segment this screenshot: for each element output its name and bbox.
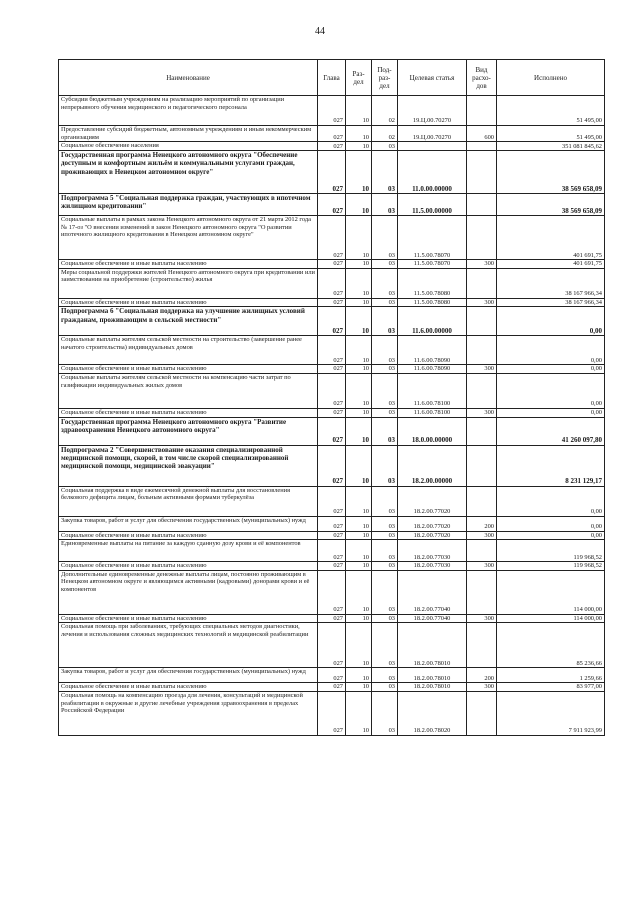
row-article-cell: 18.2.00.77020 xyxy=(398,531,467,540)
table-row xyxy=(59,268,605,298)
page-number: 44 xyxy=(315,26,325,37)
row-razdel-cell: 10 xyxy=(346,151,372,194)
header-razdel: Раз-дел xyxy=(346,60,372,96)
row-name-cell: Государственная программа Ненецкого автономного округа "Развитие здравоохранения Ненецкого автономного округа" xyxy=(59,417,318,445)
row-amount-cell: 0,00 xyxy=(497,365,605,374)
table-row xyxy=(59,516,605,531)
table-row xyxy=(59,216,605,260)
row-podrazdel-cell: 03 xyxy=(372,683,398,692)
row-glava-cell: 027 xyxy=(318,540,346,562)
row-glava-cell: 027 xyxy=(318,96,346,126)
row-amount-cell: 119 968,52 xyxy=(497,562,605,571)
row-name-cell: Закупка товаров, работ и услуг для обеспечения государственных (муниципальных) нужд xyxy=(59,668,318,683)
row-vid-cell: 300 xyxy=(467,614,497,623)
row-podrazdel-cell: 02 xyxy=(372,96,398,126)
row-podrazdel-cell: 03 xyxy=(372,562,398,571)
row-name-cell: Социальное обеспечение и иные выплаты населению xyxy=(59,260,318,269)
row-article-cell: 11.6.00.00000 xyxy=(398,307,467,336)
row-glava-cell: 027 xyxy=(318,417,346,445)
table-row xyxy=(59,151,605,194)
row-vid-cell: 300 xyxy=(467,683,497,692)
row-name-cell: Социальное обеспечение и иные выплаты населению xyxy=(59,562,318,571)
row-article-cell: 18.2.00.00000 xyxy=(398,445,467,486)
row-amount-cell: 1 259,66 xyxy=(497,668,605,683)
row-name-cell: Меры социальной поддержки жителей Ненецкого автономного округа при кредитовании или заимствовании на приобретение (строительство) жилья xyxy=(59,268,318,298)
row-podrazdel-cell: 03 xyxy=(372,570,398,614)
row-glava-cell: 027 xyxy=(318,365,346,374)
row-podrazdel-cell: 03 xyxy=(372,336,398,365)
row-article-cell: 18.2.00.77030 xyxy=(398,562,467,571)
table-row xyxy=(59,307,605,336)
table-row xyxy=(59,623,605,668)
table-row xyxy=(59,570,605,614)
row-article-cell: 11.6.00.78090 xyxy=(398,336,467,365)
row-name-cell: Социальная поддержка в виде ежемесячной денежной выплаты для восстановления белкового дефицита лицам, больным активными формами туберкулёза xyxy=(59,486,318,516)
row-name-cell: Единовременные выплаты на питание за каждую сданную дозу крови и её компонентов xyxy=(59,540,318,562)
table-row xyxy=(59,298,605,307)
header-article: Целевая статья xyxy=(398,60,467,96)
row-vid-cell xyxy=(467,570,497,614)
table-row xyxy=(59,336,605,365)
table-header-row xyxy=(59,60,605,96)
row-podrazdel-cell: 03 xyxy=(372,540,398,562)
row-podrazdel-cell: 03 xyxy=(372,373,398,408)
row-podrazdel-cell: 03 xyxy=(372,516,398,531)
row-amount-cell: 51 495,00 xyxy=(497,126,605,142)
row-article-cell: 11.5.00.78080 xyxy=(398,298,467,307)
row-amount-cell: 0,00 xyxy=(497,336,605,365)
row-glava-cell: 027 xyxy=(318,216,346,260)
row-vid-cell xyxy=(467,142,497,151)
row-article-cell: 18.2.00.77040 xyxy=(398,614,467,623)
row-razdel-cell: 10 xyxy=(346,668,372,683)
header-name: Наименование xyxy=(59,60,318,96)
row-name-cell: Социальное обеспечение и иные выплаты населению xyxy=(59,298,318,307)
row-podrazdel-cell: 03 xyxy=(372,298,398,307)
row-podrazdel-cell: 03 xyxy=(372,268,398,298)
row-glava-cell: 027 xyxy=(318,668,346,683)
row-vid-cell: 300 xyxy=(467,260,497,269)
header-glava: Глава xyxy=(318,60,346,96)
row-podrazdel-cell: 03 xyxy=(372,194,398,216)
table-row xyxy=(59,486,605,516)
row-name-cell: Социальное обеспечение и иные выплаты населению xyxy=(59,683,318,692)
row-article-cell: 18.2.00.77040 xyxy=(398,570,467,614)
table-row xyxy=(59,540,605,562)
table-row xyxy=(59,126,605,142)
row-name-cell: Государственная программа Ненецкого автономного округа "Обеспечение доступным и комфортным жильём и коммунальными услугами граждан, проживающих в Ненецком автономном округе" xyxy=(59,151,318,194)
row-article-cell: 19.Ц.00.70270 xyxy=(398,96,467,126)
row-podrazdel-cell: 03 xyxy=(372,417,398,445)
row-razdel-cell: 10 xyxy=(346,408,372,417)
row-vid-cell xyxy=(467,336,497,365)
row-amount-cell: 8 231 129,17 xyxy=(497,445,605,486)
row-razdel-cell: 10 xyxy=(346,691,372,735)
row-podrazdel-cell: 03 xyxy=(372,216,398,260)
row-razdel-cell: 10 xyxy=(346,516,372,531)
row-amount-cell: 51 495,00 xyxy=(497,96,605,126)
row-amount-cell: 0,00 xyxy=(497,408,605,417)
row-razdel-cell: 10 xyxy=(346,540,372,562)
row-vid-cell xyxy=(467,216,497,260)
row-podrazdel-cell: 03 xyxy=(372,151,398,194)
row-name-cell: Социальные выплаты жителям сельской местности на строительство (завершение ранее начатого строительства) индивидуальных домов xyxy=(59,336,318,365)
row-vid-cell: 300 xyxy=(467,365,497,374)
row-glava-cell: 027 xyxy=(318,516,346,531)
row-razdel-cell: 10 xyxy=(346,307,372,336)
row-podrazdel-cell: 03 xyxy=(372,365,398,374)
table-row xyxy=(59,562,605,571)
row-amount-cell: 114 000,00 xyxy=(497,570,605,614)
row-article-cell: 18.2.00.77020 xyxy=(398,516,467,531)
row-name-cell: Подпрограмма 6 "Социальная поддержка на улучшение жилищных условий гражданам, проживающим в сельской местности" xyxy=(59,307,318,336)
row-vid-cell xyxy=(467,486,497,516)
row-glava-cell: 027 xyxy=(318,486,346,516)
row-vid-cell: 200 xyxy=(467,516,497,531)
row-article-cell: 18.2.00.78010 xyxy=(398,623,467,668)
row-razdel-cell: 10 xyxy=(346,486,372,516)
row-razdel-cell: 10 xyxy=(346,126,372,142)
row-glava-cell: 027 xyxy=(318,445,346,486)
row-glava-cell: 027 xyxy=(318,268,346,298)
row-article-cell: 18.2.00.78010 xyxy=(398,668,467,683)
table-row xyxy=(59,194,605,216)
row-name-cell: Социальные выплаты в рамках закона Ненецкого автономного округа от 21 марта 2012 года № 17-оз "О внесении изменений в закон Ненецкого автономного округа "О развитии ипотечного жилищного кредитования в Ненецком автономном округе" xyxy=(59,216,318,260)
row-razdel-cell: 10 xyxy=(346,562,372,571)
row-podrazdel-cell: 03 xyxy=(372,260,398,269)
row-razdel-cell: 10 xyxy=(346,531,372,540)
row-glava-cell: 027 xyxy=(318,570,346,614)
row-podrazdel-cell: 03 xyxy=(372,614,398,623)
row-vid-cell: 300 xyxy=(467,298,497,307)
row-vid-cell xyxy=(467,445,497,486)
row-vid-cell: 300 xyxy=(467,531,497,540)
row-name-cell: Социальное обеспечение и иные выплаты населению xyxy=(59,365,318,374)
row-razdel-cell: 10 xyxy=(346,216,372,260)
row-article-cell: 11.5.00.78070 xyxy=(398,216,467,260)
row-vid-cell: 300 xyxy=(467,562,497,571)
row-razdel-cell: 10 xyxy=(346,623,372,668)
table-row xyxy=(59,365,605,374)
row-article-cell: 18.2.00.78010 xyxy=(398,683,467,692)
table-row xyxy=(59,683,605,692)
row-vid-cell xyxy=(467,691,497,735)
row-razdel-cell: 10 xyxy=(346,96,372,126)
row-article-cell: 18.2.00.78020 xyxy=(398,691,467,735)
row-amount-cell: 351 081 845,62 xyxy=(497,142,605,151)
row-vid-cell xyxy=(467,307,497,336)
row-glava-cell: 027 xyxy=(318,373,346,408)
row-glava-cell: 027 xyxy=(318,142,346,151)
row-podrazdel-cell: 03 xyxy=(372,623,398,668)
row-name-cell: Предоставление субсидий бюджетным, автономным учреждениям и иным некоммерческим организациям xyxy=(59,126,318,142)
row-name-cell: Социальное обеспечение населения xyxy=(59,142,318,151)
row-razdel-cell: 10 xyxy=(346,683,372,692)
row-name-cell: Социальное обеспечение и иные выплаты населению xyxy=(59,531,318,540)
row-amount-cell: 0,00 xyxy=(497,516,605,531)
row-podrazdel-cell: 03 xyxy=(372,531,398,540)
row-article-cell xyxy=(398,142,467,151)
row-glava-cell: 027 xyxy=(318,691,346,735)
row-vid-cell xyxy=(467,623,497,668)
row-amount-cell: 0,00 xyxy=(497,373,605,408)
row-amount-cell: 0,00 xyxy=(497,486,605,516)
row-glava-cell: 027 xyxy=(318,562,346,571)
row-vid-cell xyxy=(467,268,497,298)
row-amount-cell: 119 968,52 xyxy=(497,540,605,562)
row-amount-cell: 0,00 xyxy=(497,531,605,540)
row-amount-cell: 114 000,00 xyxy=(497,614,605,623)
row-razdel-cell: 10 xyxy=(346,614,372,623)
row-vid-cell xyxy=(467,417,497,445)
row-podrazdel-cell: 03 xyxy=(372,691,398,735)
row-podrazdel-cell: 02 xyxy=(372,126,398,142)
row-amount-cell: 7 911 923,99 xyxy=(497,691,605,735)
row-amount-cell: 401 691,75 xyxy=(497,216,605,260)
row-article-cell: 18.0.00.00000 xyxy=(398,417,467,445)
row-glava-cell: 027 xyxy=(318,623,346,668)
row-razdel-cell: 10 xyxy=(346,268,372,298)
row-vid-cell xyxy=(467,96,497,126)
table-row xyxy=(59,614,605,623)
row-article-cell: 11.0.00.00000 xyxy=(398,151,467,194)
row-article-cell: 11.6.00.78090 xyxy=(398,365,467,374)
row-vid-cell xyxy=(467,194,497,216)
row-amount-cell: 83 977,00 xyxy=(497,683,605,692)
row-name-cell: Подпрограмма 5 "Социальная поддержка граждан, участвующих в ипотечном жилищном кредитовании" xyxy=(59,194,318,216)
row-article-cell: 19.Ц.00.70270 xyxy=(398,126,467,142)
row-amount-cell: 85 236,66 xyxy=(497,623,605,668)
table-row xyxy=(59,445,605,486)
row-razdel-cell: 10 xyxy=(346,260,372,269)
row-vid-cell: 200 xyxy=(467,668,497,683)
row-name-cell: Социальные выплаты жителям сельской местности на компенсацию части затрат по газификации индивидуальных жилых домов xyxy=(59,373,318,408)
row-article-cell: 11.5.00.00000 xyxy=(398,194,467,216)
row-glava-cell: 027 xyxy=(318,614,346,623)
row-razdel-cell: 10 xyxy=(346,445,372,486)
row-razdel-cell: 10 xyxy=(346,194,372,216)
row-name-cell: Социальная помощь при заболеваниях, требующих специальных методов диагностики, лечения и использования сложных медицинских технологий и медицинской реабилитации xyxy=(59,623,318,668)
table-row xyxy=(59,260,605,269)
header-vid: Вид расхо-дов xyxy=(467,60,497,96)
budget-table xyxy=(58,59,605,736)
row-razdel-cell: 10 xyxy=(346,365,372,374)
row-article-cell: 11.5.00.78080 xyxy=(398,268,467,298)
row-razdel-cell: 10 xyxy=(346,142,372,151)
row-vid-cell xyxy=(467,151,497,194)
table-row xyxy=(59,373,605,408)
row-razdel-cell: 10 xyxy=(346,373,372,408)
row-glava-cell: 027 xyxy=(318,126,346,142)
row-glava-cell: 027 xyxy=(318,298,346,307)
row-podrazdel-cell: 03 xyxy=(372,307,398,336)
table-row xyxy=(59,408,605,417)
row-name-cell: Дополнительные единовременные денежные выплаты лицам, постоянно проживающим в Ненецком автономном округе и являющимся активными (кадровыми) донорами крови и её компонентов xyxy=(59,570,318,614)
row-name-cell: Социальная помощь на компенсацию проезда для лечения, консультаций и медицинской реабилитации в окружные и другие лечебные учреждения здравоохранения в пределах Российской Федерации xyxy=(59,691,318,735)
row-podrazdel-cell: 03 xyxy=(372,486,398,516)
header-executed: Исполнено xyxy=(497,60,605,96)
row-podrazdel-cell: 03 xyxy=(372,445,398,486)
header-podrazdel: Под-раз-дел xyxy=(372,60,398,96)
row-amount-cell: 0,00 xyxy=(497,307,605,336)
row-article-cell: 18.2.00.77020 xyxy=(398,486,467,516)
row-razdel-cell: 10 xyxy=(346,298,372,307)
row-glava-cell: 027 xyxy=(318,408,346,417)
row-amount-cell: 401 691,75 xyxy=(497,260,605,269)
row-amount-cell: 38 569 658,09 xyxy=(497,194,605,216)
row-podrazdel-cell: 03 xyxy=(372,142,398,151)
row-vid-cell: 300 xyxy=(467,408,497,417)
row-razdel-cell: 10 xyxy=(346,336,372,365)
row-article-cell: 11.5.00.78070 xyxy=(398,260,467,269)
row-article-cell: 11.6.00.78100 xyxy=(398,408,467,417)
row-vid-cell: 600 xyxy=(467,126,497,142)
row-article-cell: 11.6.00.78100 xyxy=(398,373,467,408)
row-name-cell: Подпрограмма 2 "Совершенствование оказания специализированной медицинской помощи, скорой, в том числе скорой специализированной медицинской помощи, медицинской эвакуации" xyxy=(59,445,318,486)
table-row xyxy=(59,668,605,683)
row-vid-cell xyxy=(467,373,497,408)
row-name-cell: Социальное обеспечение и иные выплаты населению xyxy=(59,614,318,623)
row-podrazdel-cell: 03 xyxy=(372,668,398,683)
row-razdel-cell: 10 xyxy=(346,570,372,614)
table-row xyxy=(59,531,605,540)
table-row xyxy=(59,417,605,445)
table-row xyxy=(59,142,605,151)
row-razdel-cell: 10 xyxy=(346,417,372,445)
table-row xyxy=(59,96,605,126)
row-glava-cell: 027 xyxy=(318,151,346,194)
row-amount-cell: 38 167 966,34 xyxy=(497,268,605,298)
row-name-cell: Социальное обеспечение и иные выплаты населению xyxy=(59,408,318,417)
row-glava-cell: 027 xyxy=(318,336,346,365)
row-amount-cell: 41 260 097,80 xyxy=(497,417,605,445)
row-glava-cell: 027 xyxy=(318,194,346,216)
row-name-cell: Субсидии бюджетным учреждениям на реализацию мероприятий по организации непрерывного обучения медицинского и педагогического персонала xyxy=(59,96,318,126)
row-amount-cell: 38 569 658,09 xyxy=(497,151,605,194)
table-row xyxy=(59,691,605,735)
row-glava-cell: 027 xyxy=(318,683,346,692)
row-vid-cell xyxy=(467,540,497,562)
row-article-cell: 18.2.00.77030 xyxy=(398,540,467,562)
row-glava-cell: 027 xyxy=(318,260,346,269)
row-podrazdel-cell: 03 xyxy=(372,408,398,417)
row-glava-cell: 027 xyxy=(318,531,346,540)
row-amount-cell: 38 167 966,34 xyxy=(497,298,605,307)
row-glava-cell: 027 xyxy=(318,307,346,336)
row-name-cell: Закупка товаров, работ и услуг для обеспечения государственных (муниципальных) нужд xyxy=(59,516,318,531)
